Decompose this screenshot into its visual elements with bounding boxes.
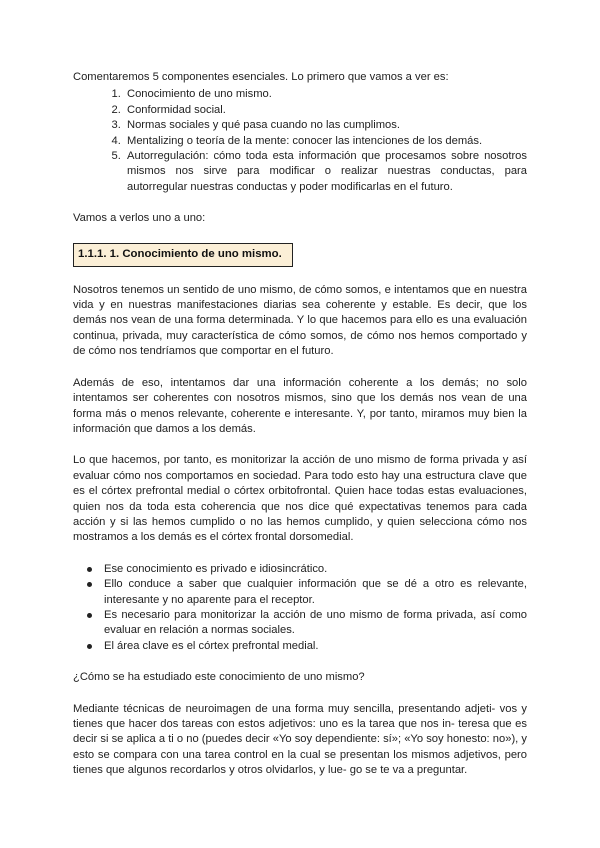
section-heading — [73, 243, 293, 267]
components-list — [73, 87, 527, 195]
paragraph: Además de eso, intentamos dar una información coherente a los demás; no solo intentamos ser coherentes con nosotros mismos, sino que los demás nos vean de una forma más o menos relevante, coherente e interesante. Y, por tanto, miramos muy bien la información que damos a los demás. — [73, 376, 527, 435]
list-item: 2. Conformidad social. — [124, 103, 527, 118]
bullet-text: Ello conduce a saber que cualquier información que se dé a otro es relevante, interesante y no aparente para el receptor. — [104, 578, 527, 606]
list-item: 4. Mentalizing o teoría de la mente: conocer las intenciones de los demás. — [124, 134, 527, 149]
list-item: 5. Autorregulación: cómo toda esta información que procesamos sobre nosotros mismos nos sirve para modificar o realizar nuestras conductas, para autorregular nuestras conductas y poder modificarlas en el futuro. — [124, 149, 527, 195]
bullet-icon — [87, 613, 92, 618]
bullet-item — [104, 608, 527, 639]
bullet-icon — [87, 582, 92, 587]
bullet-icon — [87, 644, 92, 649]
final-paragraph: Mediante técnicas de neuroimagen de una forma muy sencilla, presentando adjeti- vos y tienes que hacer dos tareas con estos adjetivos: uno es la tarea que nos in- teresa que es decir si se aplica a ti o no (puedes decir «Yo soy dependiente: sí»; «Yo soy honesto: no»), y esto se compara con una tarea control en la cual se presentan los mismos adjetivos, pero tienes que algunos recordarlos y otros olvidarlos, y lue- go se te va a preguntar. — [73, 702, 527, 777]
bullet-text: Es necesario para monitorizar la acción de uno mismo de forma privada, así como evaluar en relación a normas sociales. — [104, 608, 527, 637]
bullet-item — [104, 577, 527, 608]
bullet-text: El área clave es el córtex prefrontal medial. — [104, 639, 319, 652]
list-item: 3. Normas sociales y qué pasa cuando no las cumplimos. — [124, 118, 527, 133]
question-text: ¿Cómo se ha estudiado este conocimiento de uno mismo? — [73, 671, 365, 684]
paragraph: Lo que hacemos, por tanto, es monitorizar la acción de uno mismo de forma privada y así evaluar cómo nos comportamos en sociedad. Para todo esto hay una estructura clave que es el córtex prefrontal medial o córtex orbitofrontal. Quien hace todas estas evaluaciones, quien nos da toda esta coherencia que nos dice qué expectativas tenemos para cada acción y si las hemos cumplido o no las hemos cumplido, y quien selecciona cómo nos mostramos a los demás es el córtex frontal dorsomedial. — [73, 454, 527, 544]
bullet-item — [104, 562, 527, 577]
section-heading-label: 1.1.1. 1. Conocimiento de uno mismo. — [78, 247, 282, 260]
bullet-list — [73, 562, 527, 654]
lead-in-text: Vamos a verlos uno a uno: — [73, 212, 206, 225]
bullet-item — [104, 639, 527, 654]
list-item: 1. Conocimiento de uno mismo. — [124, 87, 527, 102]
bullet-icon — [87, 567, 92, 572]
paragraph: Nosotros tenemos un sentido de uno mismo, de cómo somos, e intentamos que en nuestra vida y en nuestras manifestaciones diarias sea coherente y estable. Es decir, que los demás nos vean de una forma determinada. Y lo que hacemos para ello es una evaluación continua, privada, muy característica de cómo somos, de cómo nos hemos comportado y de cómo nos tendríamos que comportar en el futuro. — [73, 283, 527, 358]
bullet-text: Ese conocimiento es privado e idiosincrático. — [104, 562, 328, 575]
intro-text: Comentaremos 5 componentes esenciales. Lo primero que vamos a ver es: — [73, 71, 449, 83]
document-content — [73, 70, 527, 779]
